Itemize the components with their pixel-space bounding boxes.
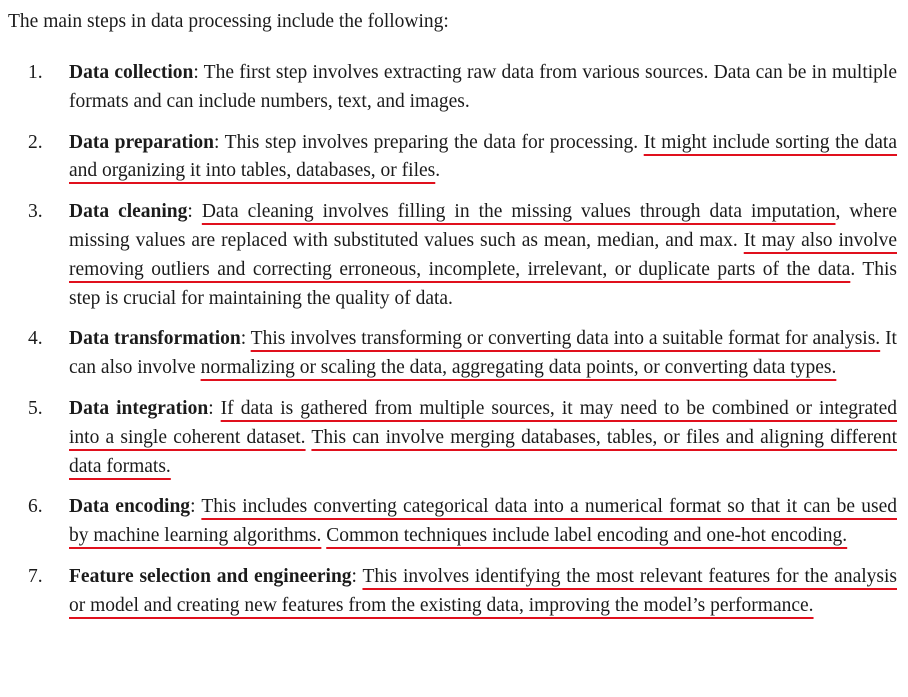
highlighted-text: It might include sorting the data and organizing it into tables, databases, or files <box>69 131 898 182</box>
step-number: 5. <box>28 397 43 419</box>
highlighted-text: This includes converting categorical data into a numerical format so that it can be used by machine learning algorithms. <box>69 496 897 547</box>
step-text-segment: : <box>190 496 202 518</box>
step-term: Data encoding <box>69 496 191 518</box>
step-number: 6. <box>28 496 43 518</box>
step-text <box>69 59 897 117</box>
highlighted-text: This involves identifying the most relevant features for the analysis or model and creating new features from the existing data, improving the model’s performance. <box>69 565 897 616</box>
step-number: 2. <box>28 131 43 153</box>
step-number: 3. <box>28 201 43 223</box>
step-text-segment: : This step involves preparing the data for processing. <box>214 131 644 153</box>
highlighted-text: This involves transforming or converting data into a suitable format for analysis. <box>250 328 881 350</box>
step-number: 1. <box>28 62 43 83</box>
step-text <box>69 325 897 383</box>
highlighted-text: Common techniques include label encoding and one-hot encoding. <box>326 525 848 547</box>
list-item <box>0 59 908 117</box>
highlighted-text: Data cleaning involves filling in the missing values through data imputation <box>201 201 836 223</box>
step-number: 7. <box>28 565 43 587</box>
list-item <box>0 325 908 383</box>
step-text-segment: : <box>240 328 251 350</box>
step-text-segment: : The first step involves extracting raw data from various sources. Data can be in multiple formats and can include numbers, text, and images. <box>69 62 897 112</box>
steps-list <box>0 59 908 633</box>
step-text-segment: : <box>351 565 363 587</box>
highlighted-text: This can involve merging databases, tables, or files and aligning different data formats. <box>69 426 897 477</box>
list-item <box>0 493 908 551</box>
step-term: Data integration <box>69 397 209 419</box>
list-item <box>0 129 908 187</box>
step-text-segment: . This step is crucial for maintaining the quality of data. <box>69 258 897 309</box>
highlighted-text: It may also involve removing outliers and correcting erroneous, incomplete, irrelevant, or duplicate parts of the data <box>69 229 897 280</box>
step-text <box>69 198 897 313</box>
step-term: Data preparation <box>69 131 214 153</box>
step-term: Data cleaning <box>69 201 188 223</box>
step-term: Data transformation <box>69 328 241 350</box>
step-text-segment: . <box>435 160 441 182</box>
step-text <box>69 395 897 481</box>
step-term: Data collection <box>69 62 194 83</box>
step-text-segment: , where missing values are replaced with substituted values such as mean, median, and max. <box>69 201 897 251</box>
step-text <box>69 129 897 187</box>
step-text-segment: : <box>187 201 202 223</box>
step-text-segment: : <box>208 397 221 419</box>
highlighted-text: normalizing or scaling the data, aggregating data points, or converting data types. <box>200 357 837 379</box>
highlighted-text: If data is gathered from multiple sources, it may need to be combined or integrated into a single coherent dataset. <box>69 397 898 448</box>
list-item <box>0 563 908 621</box>
intro-paragraph: The main steps in data processing include the following: <box>8 11 449 32</box>
step-term: Feature selection and engineering <box>69 565 352 587</box>
step-text <box>69 563 897 621</box>
list-item <box>0 198 908 313</box>
list-item <box>0 395 908 481</box>
step-number: 4. <box>28 328 43 350</box>
step-text <box>69 493 897 551</box>
step-text-segment: It can also involve <box>69 328 897 379</box>
